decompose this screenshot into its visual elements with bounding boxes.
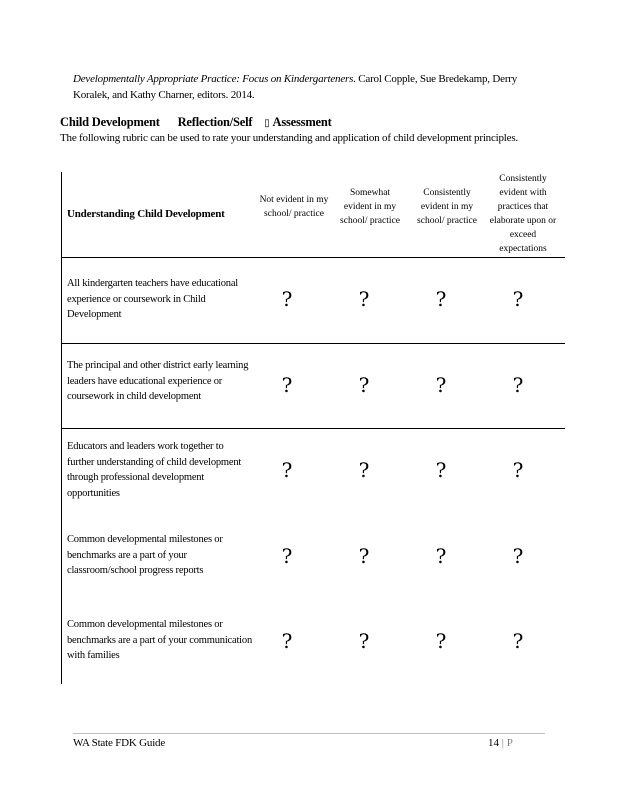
rating-not-evident[interactable]: ? [281, 287, 293, 311]
section-intro: The following rubric can be used to rate your understanding and application of child development principles. [60, 132, 518, 144]
citation-title: Developmentally Appropriate Practice: Focus on Kindergarteners [73, 73, 354, 85]
rating-not-evident[interactable]: ? [281, 458, 293, 482]
rating-consistently-evident[interactable]: ? [435, 458, 447, 482]
table-row [61, 258, 565, 343]
column-header-consistently-evident: Consistently evident in my school/ practice [417, 188, 477, 226]
citation [73, 71, 543, 103]
rating-exceeds-expectations[interactable]: ? [512, 287, 524, 311]
footer-divider [73, 733, 545, 734]
column-header-somewhat-evident: Somewhat evident in my school/ practice [340, 188, 400, 226]
row-label: All kindergarten teachers have educational experience or coursework in Child Development [67, 278, 238, 320]
footer-page-number [488, 737, 513, 749]
section-title-part2: Reflection/Self [177, 115, 253, 129]
table-row [61, 519, 565, 599]
rating-somewhat-evident[interactable]: ? [358, 373, 370, 397]
page-number: 14 [488, 737, 499, 749]
row-label: Educators and leaders work together to further understanding of child development through professional development opportunities [67, 441, 242, 499]
rating-consistently-evident[interactable]: ? [435, 629, 447, 653]
rating-exceeds-expectations[interactable]: ? [512, 544, 524, 568]
table-row [61, 344, 565, 428]
rating-consistently-evident[interactable]: ? [435, 373, 447, 397]
table-header-row [61, 172, 565, 258]
citation-details: . Carol Copple, Sue Bredekamp, Derry Koralek, and Kathy Charner, editors. 2014. [73, 73, 518, 101]
rating-exceeds-expectations[interactable]: ? [512, 373, 524, 397]
rating-somewhat-evident[interactable]: ? [358, 287, 370, 311]
rating-not-evident[interactable]: ? [281, 373, 293, 397]
row-label: The principal and other district early learning leaders have educational experience or coursework in child development [67, 360, 249, 402]
page-separator: | [501, 737, 504, 749]
page-label: P [506, 737, 513, 749]
rubric-table [61, 172, 565, 684]
footer-document-title: WA State FDK Guide [73, 737, 166, 749]
rating-exceeds-expectations[interactable]: ? [512, 629, 524, 653]
missing-glyph-icon: ▯ [264, 118, 270, 129]
column-header-not-evident: Not evident in my school/ practice [259, 195, 329, 219]
table-title: Understanding Child Development [67, 208, 225, 220]
table-row [61, 604, 565, 684]
rating-consistently-evident[interactable]: ? [435, 287, 447, 311]
row-label: Common developmental milestones or benchmarks are a part of your classroom/school progress reports [67, 534, 223, 576]
row-label: Common developmental milestones or benchmarks are a part of your communication with families [67, 619, 252, 661]
column-header-exceeds-expectations: Consistently evident with practices that elaborate upon or exceed expectations [489, 174, 557, 254]
section-title [60, 115, 332, 130]
table-row [61, 429, 565, 519]
section-title-part3: Assessment [272, 115, 332, 129]
rating-somewhat-evident[interactable]: ? [358, 458, 370, 482]
rating-exceeds-expectations[interactable]: ? [512, 458, 524, 482]
rating-somewhat-evident[interactable]: ? [358, 629, 370, 653]
rating-consistently-evident[interactable]: ? [435, 544, 447, 568]
rating-somewhat-evident[interactable]: ? [358, 544, 370, 568]
rating-not-evident[interactable]: ? [281, 629, 293, 653]
rating-not-evident[interactable]: ? [281, 544, 293, 568]
section-title-part1: Child Development [60, 115, 160, 129]
